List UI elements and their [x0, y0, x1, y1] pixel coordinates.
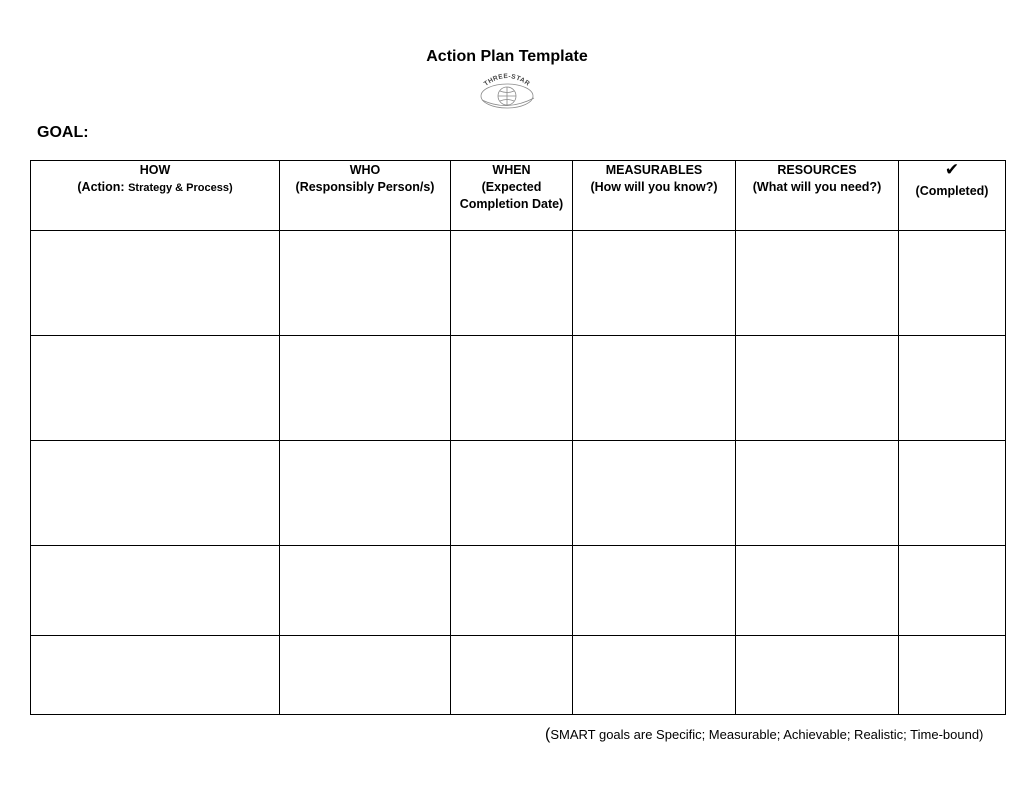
globe-icon — [481, 84, 534, 108]
table-cell[interactable] — [573, 336, 736, 441]
column-header-measurables — [573, 161, 736, 231]
page-title: Action Plan Template — [426, 48, 588, 65]
column-subtitle-line2: Completion Date) — [459, 197, 564, 211]
table-cell[interactable] — [573, 546, 736, 636]
table-cell[interactable] — [573, 231, 736, 336]
table-cell[interactable] — [280, 441, 451, 546]
header-row — [31, 161, 1006, 231]
table-cell[interactable] — [736, 636, 899, 715]
table-row — [31, 636, 1006, 715]
table-cell[interactable] — [899, 231, 1006, 336]
logo-text: THREE-STAR — [482, 72, 532, 88]
table-row — [31, 546, 1006, 636]
checkmark-icon: ✔ — [944, 160, 960, 180]
goal-label: GOAL: — [37, 124, 89, 141]
table-cell[interactable] — [451, 336, 573, 441]
table-row — [31, 336, 1006, 441]
table-cell[interactable] — [451, 546, 573, 636]
table-cell[interactable] — [736, 546, 899, 636]
column-subtitle — [31, 179, 279, 197]
column-header-who — [280, 161, 451, 231]
column-title: WHO — [349, 163, 381, 177]
column-title: WHEN — [492, 163, 531, 177]
table-cell[interactable] — [899, 336, 1006, 441]
table-cell[interactable] — [280, 336, 451, 441]
column-title: HOW — [139, 163, 171, 177]
table-cell[interactable] — [31, 336, 280, 441]
column-header-when — [451, 161, 573, 231]
table-cell[interactable] — [736, 231, 899, 336]
table-cell[interactable] — [31, 441, 280, 546]
column-header-how — [31, 161, 280, 231]
table-cell[interactable] — [573, 441, 736, 546]
table-cell[interactable] — [899, 636, 1006, 715]
table-cell[interactable] — [451, 441, 573, 546]
column-subtitle: (How will you know?) — [590, 180, 718, 194]
column-title: MEASURABLES — [605, 163, 703, 177]
table-cell[interactable] — [899, 441, 1006, 546]
table-row — [31, 231, 1006, 336]
table-cell[interactable] — [280, 636, 451, 715]
column-subtitle: (Completed) — [915, 184, 989, 198]
table-cell[interactable] — [280, 231, 451, 336]
table-cell[interactable] — [280, 546, 451, 636]
column-header-completed — [899, 161, 1006, 231]
column-header-resources — [736, 161, 899, 231]
table-row — [31, 441, 1006, 546]
table-cell[interactable] — [736, 441, 899, 546]
action-plan-table — [30, 160, 1006, 715]
table-cell[interactable] — [736, 336, 899, 441]
column-subtitle: (What will you need?) — [752, 180, 882, 194]
smart-goals-note — [545, 726, 983, 744]
column-subtitle-line1: (Expected — [481, 180, 542, 194]
three-star-logo — [474, 72, 540, 112]
table-cell[interactable] — [899, 546, 1006, 636]
smart-goals-text: SMART goals are Specific; Measurable; Achievable; Realistic; Time-bound) — [550, 727, 984, 742]
table-cell[interactable] — [573, 636, 736, 715]
subtitle-prefix: (Action: — [77, 180, 129, 194]
column-title: RESOURCES — [777, 163, 857, 177]
open-paren: ( — [545, 726, 551, 743]
table-cell[interactable] — [31, 546, 280, 636]
table-cell[interactable] — [451, 231, 573, 336]
column-subtitle: (Responsibly Person/s) — [295, 180, 435, 194]
table-cell[interactable] — [31, 636, 280, 715]
svg-text:THREE-STAR — [483, 73, 531, 88]
table-cell[interactable] — [31, 231, 280, 336]
table-cell[interactable] — [451, 636, 573, 715]
subtitle-detail: Strategy & Process) — [128, 182, 233, 194]
